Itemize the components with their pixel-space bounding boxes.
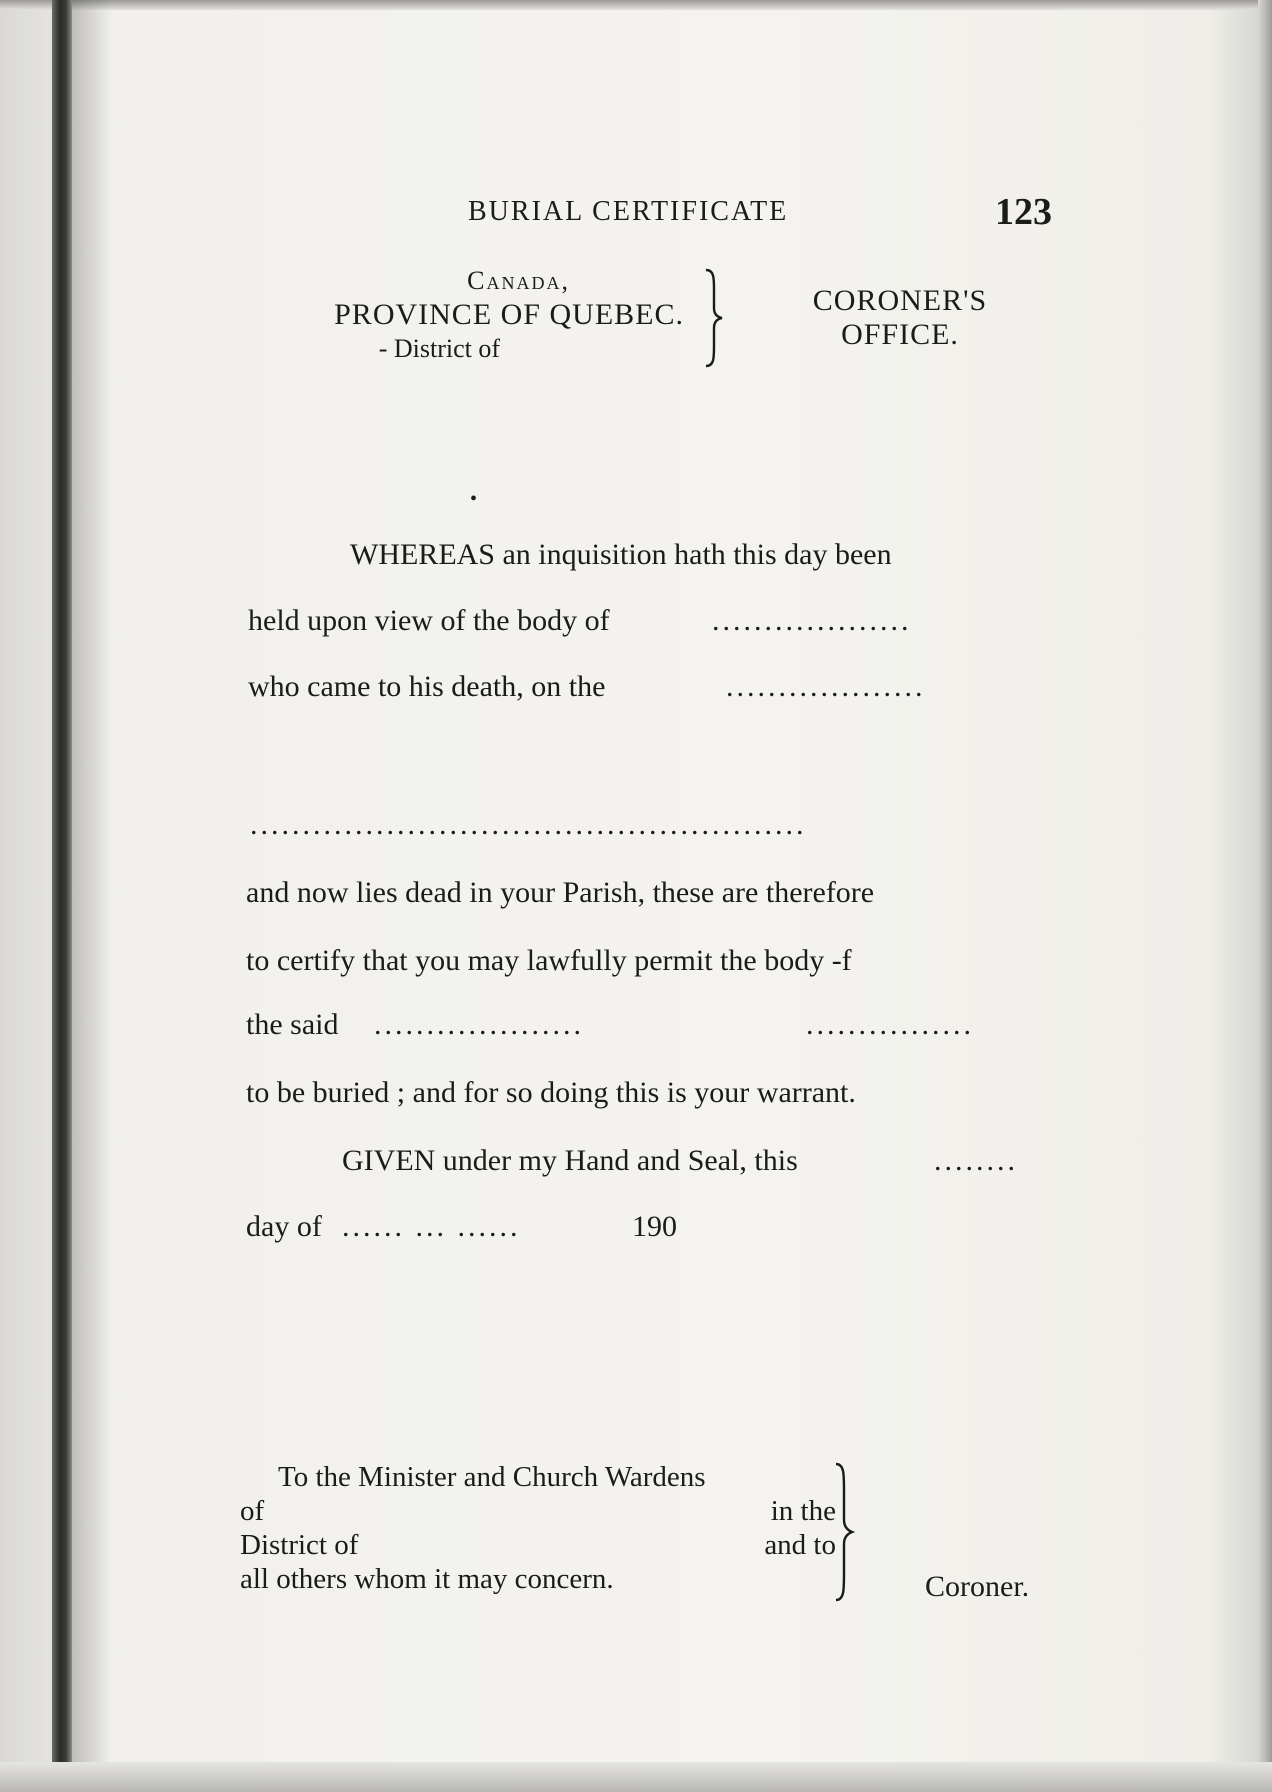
body-line-5: and now lies dead in your Parish, these are therefore bbox=[246, 876, 875, 909]
addressee-and-to: and to bbox=[764, 1529, 836, 1561]
body-line-10-blank: ...... ... ...... bbox=[342, 1210, 521, 1243]
addressee-of: of bbox=[240, 1495, 265, 1527]
addressee-block bbox=[240, 1460, 836, 1596]
body-line-10-year: 190 bbox=[632, 1210, 677, 1243]
venue-block bbox=[240, 264, 700, 366]
addressee-in-the: in the bbox=[770, 1495, 836, 1527]
page-bottom-edge bbox=[0, 1762, 1272, 1792]
book-spine bbox=[52, 0, 72, 1792]
office-line-2: OFFICE. bbox=[841, 318, 959, 351]
addressee-brace bbox=[832, 1462, 856, 1602]
spine-shadow bbox=[72, 0, 112, 1792]
addressee-line-4: all others whom it may concern. bbox=[240, 1563, 614, 1595]
page-right-edge bbox=[1258, 0, 1272, 1792]
addressee-line-1 bbox=[240, 1460, 830, 1494]
body-line-6: to certify that you may lawfully permit the body -f bbox=[246, 944, 852, 977]
body-line-3-blank: ................... bbox=[726, 670, 926, 703]
venue-district: - District of bbox=[378, 334, 500, 363]
office-line-1: CORONER'S bbox=[812, 284, 988, 317]
body-line-7-blank-b: ................ bbox=[806, 1008, 974, 1041]
office-block bbox=[780, 284, 1020, 352]
body-line-1: WHEREAS an inquisition hath this day been bbox=[350, 538, 892, 571]
body-line-9-text: GIVEN under my Hand and Seal, this bbox=[342, 1144, 798, 1177]
page-top-edge bbox=[0, 0, 1272, 10]
running-head: BURIAL CERTIFICATE bbox=[468, 196, 789, 227]
venue-province: PROVINCE OF QUEBEC. bbox=[334, 298, 684, 331]
addressee-line-1-text: To the Minister and Church Wardens bbox=[278, 1461, 706, 1493]
venue-brace bbox=[702, 268, 726, 368]
body-line-2-blank: ................... bbox=[712, 604, 912, 637]
addressee-line-3 bbox=[240, 1528, 836, 1562]
addressee-line-2 bbox=[240, 1494, 836, 1528]
body-line-4-blank: ..................................................... bbox=[250, 808, 807, 841]
page-number: 123 bbox=[995, 191, 1052, 233]
body-line-2-text: held upon view of the body of bbox=[248, 604, 610, 637]
body-line-7-text: the said bbox=[246, 1008, 339, 1041]
body-line-9-blank: ........ bbox=[934, 1144, 1018, 1177]
stray-mark: • bbox=[470, 488, 478, 510]
body-line-8: to be buried ; and for so doing this is your warrant. bbox=[246, 1076, 856, 1109]
body-line-3-text: who came to his death, on the bbox=[248, 670, 606, 703]
signature-title: Coroner. bbox=[925, 1570, 1030, 1603]
venue-country: Canada, bbox=[467, 266, 570, 295]
body-line-7-blank-a: .................... bbox=[374, 1008, 584, 1041]
addressee-district: District of bbox=[240, 1529, 359, 1561]
body-line-10-text: day of bbox=[246, 1210, 322, 1243]
